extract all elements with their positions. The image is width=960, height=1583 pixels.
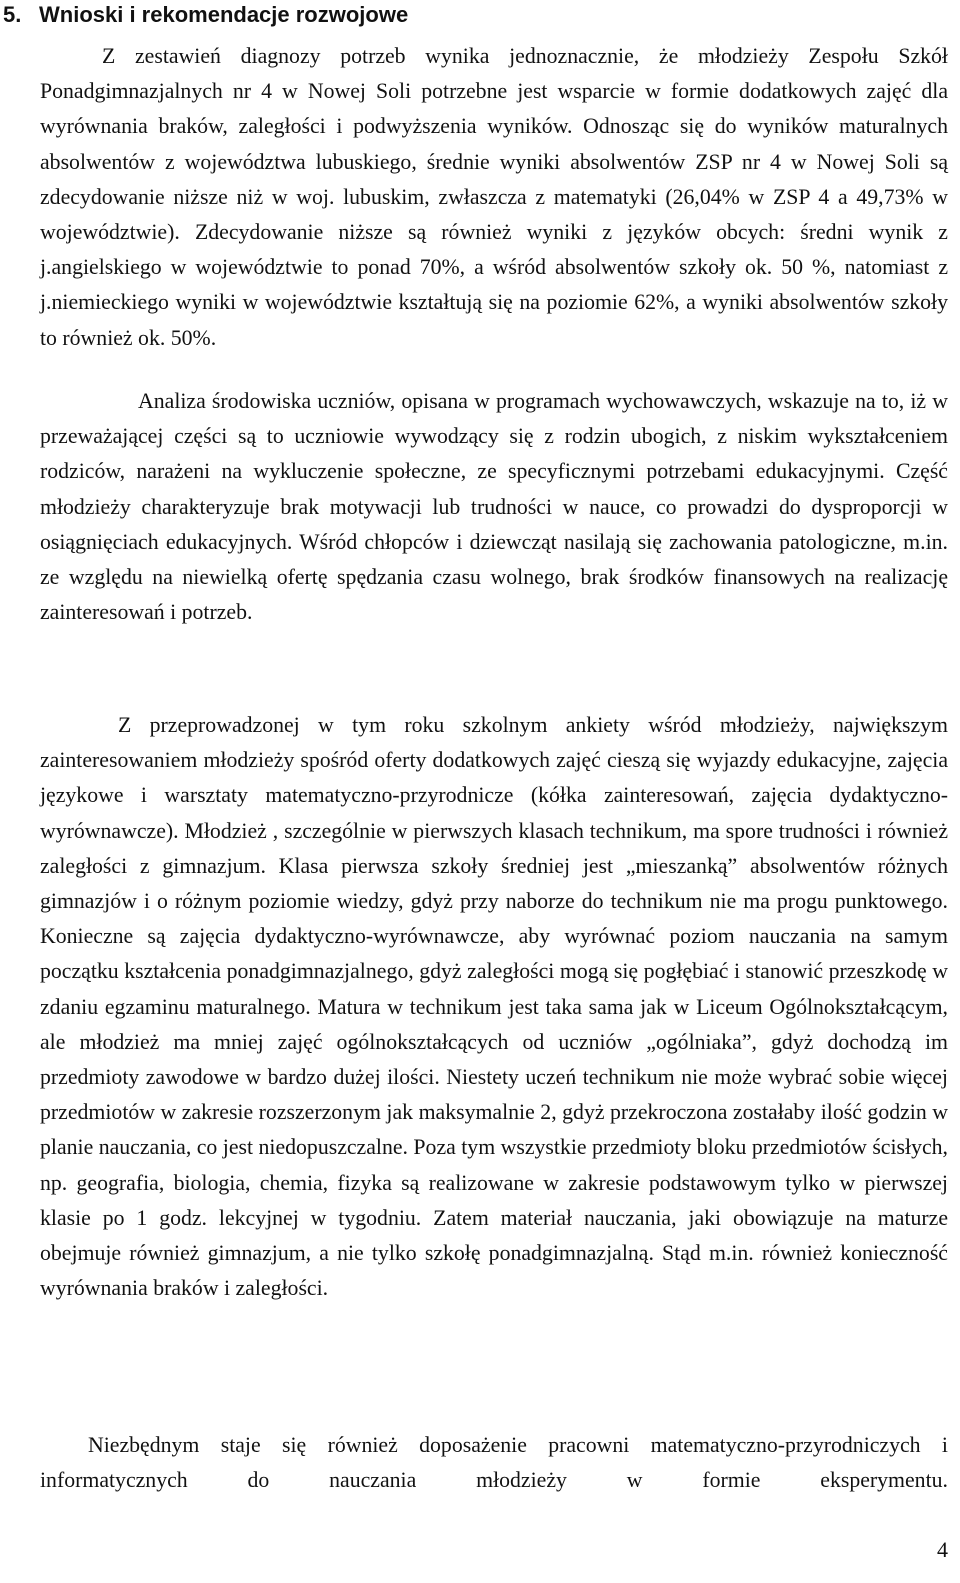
section-title: Wnioski i rekomendacje rozwojowe (39, 2, 409, 27)
section-number: 5. (3, 2, 22, 27)
page-number: 4 (937, 1537, 948, 1562)
paragraph-lab-equipment: Niezbędnym staje się również doposażenie pracowni matematyczno-przyrodniczych i informatycznych do nauczania młodzieży w formie eksperymentu. (40, 1433, 948, 1493)
paragraph-student-environment: Analiza środowiska uczniów, opisana w programach wychowawczych, wskazuje na to, iż w przeważającej części są to uczniowie wywodzący się z rodzin ubogich, z niskim wykształceniem rodziców, narażeni na wykluczenie społeczne, ze specyficznymi potrzebami edukacyjnymi. Część młodzieży charakteryzuje brak motywacji lub trudności w nauce, co prowadzi do dysproporcji w osiągnięciach edukacyjnych. Wśród chłopców i dziewcząt nasilają się zachowania patologiczne, m.in. ze względu na niewielką ofertę spędzania czasu wolnego, brak środków finansowych na realizację zainteresowań i potrzeb. (40, 389, 948, 625)
paragraph-matura-results: Z zestawień diagnozy potrzeb wynika jednoznacznie, że młodzieży Zespołu Szkół Ponadgimnazjalnych nr 4 w Nowej Soli potrzebne jest wsparcie w formie dodatkowych zajęć dla wyrównania braków, zaległości i podwyższenia wyników. Odnosząc się do wyników maturalnych absolwentów z województwa lubuskiego, średnie wyniki absolwentów ZSP nr 4 w Nowej Soli są zdecydowanie niższe niż w woj. lubuskim, zwłaszcza z matematyki (26,04% w ZSP 4 a 49,73% w województwie). Zdecydowanie niższe są również wyniki z języków obcych: średni wynik z j.angielskiego w województwie to ponad 70%, a wśród absolwentów szkoły ok. 50 %, natomiast z j.niemieckiego wyniki w województwie kształtują się na poziomie 62%, a wyniki absolwentów szkoły to również ok. 50%. (40, 44, 948, 350)
paragraph-survey-findings: Z przeprowadzonej w tym roku szkolnym ankiety wśród młodzieży, największym zainteresowaniem młodzieży spośród oferty dodatkowych zajęć cieszą się wyjazdy edukacyjne, zajęcia językowe i warsztaty matematyczno-przyrodnicze (kółka zainteresowań, zajęcia dydaktyczno-wyrównawcze). Młodzież , szczególnie w pierwszych klasach technikum, ma spore trudności i również zaległości z gimnazjum. Klasa pierwsza szkoły średniej jest „mieszanką” absolwentów różnych gimnazjów i o różnym poziomie wiedzy, gdyż przy naborze do technikum nie ma progu punktowego. Konieczne są zajęcia dydaktyczno-wyrównawcze, aby wyrównać poziom nauczania na samym początku kształcenia ponadgimnazjalnego, gdyż zaległości mogą się pogłębiać i stanowić przeszkodę w zdaniu egzaminu maturalnego. Matura w technikum jest taka sama jak w Liceum Ogólnokształcącym, ale młodzież ma mniej zajęć ogólnokształcących od uczniów „ogólniaka”, gdyż dochodzą im przedmioty zawodowe w bardzo dużej ilości. Niestety uczeń technikum nie może wybrać sobie więcej przedmiotów w zakresie rozszerzonym jak maksymalnie 2, gdyż przekroczona zostałaby ilość godzin w planie nauczania, co jest niedopuszczalne. Poza tym wszystkie przedmioty bloku przedmiotów ścisłych, np. geografia, biologia, chemia, fizyka są realizowane w zakresie podstawowym tylko w pierwszej klasie po 1 godz. lekcyjnej w tygodniu. Zatem materiał nauczania, jaki obowiązuje na maturze obejmuje również gimnazjum, a nie tylko szkołę ponadgimnazjalną. Stąd m.in. również konieczność wyrównania braków i zaległości. (40, 713, 948, 1301)
section-heading (3, 0, 408, 30)
